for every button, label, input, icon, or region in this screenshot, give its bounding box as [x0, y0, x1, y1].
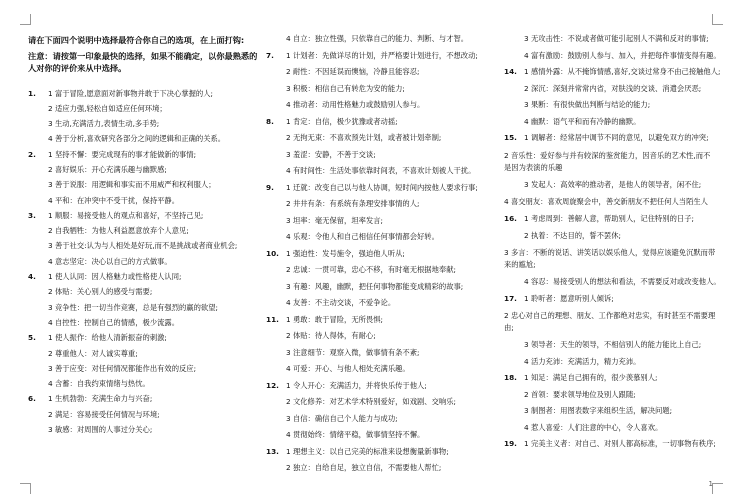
- option-text: 3 积极：相信自己有转危为安的能力;: [286, 83, 405, 93]
- question-block: [28, 89, 260, 144]
- option-text: 1 坚持不懈：要完成现有的事才能做新的事情;: [48, 149, 197, 159]
- question-continuation: [504, 196, 716, 208]
- question-continuation: [504, 180, 716, 190]
- option-line: [504, 423, 716, 433]
- option-line: [266, 414, 498, 424]
- option-line: [28, 196, 260, 205]
- option-line: [28, 89, 260, 98]
- option-line: [504, 439, 716, 449]
- option-line: [28, 180, 260, 189]
- option-line: [504, 180, 716, 190]
- question-number: 3.: [28, 210, 36, 220]
- column-1: [28, 34, 260, 440]
- option-line: [266, 463, 498, 473]
- question-number: 4.: [28, 272, 36, 282]
- option-text: 4 意志坚定：决心以自己的方式做事。: [48, 256, 172, 266]
- option-text: 1 考虑周到：善解人意，帮助别人，记住特别的日子;: [524, 214, 694, 223]
- option-text: 2 井井有条：有系统有条理安排事情的人;: [286, 199, 420, 208]
- option-line: [266, 397, 498, 407]
- option-text: 4 贯彻始终：情绪平稳，做事情坚持不懈。: [286, 430, 425, 439]
- option-line: [266, 315, 498, 325]
- option-line: [28, 165, 260, 174]
- option-text: 4 惹人喜爱：人们注意的中心，令人喜欢。: [524, 422, 663, 432]
- column-2: [266, 34, 498, 480]
- option-text: 3 无攻击性：不说或者做可能引起别人不满和反对的事情;: [524, 34, 709, 43]
- option-line: [28, 364, 260, 373]
- column-2-items: [266, 34, 498, 473]
- option-text: 4 乐观：令他人和自己相信任何事情都会好转。: [286, 232, 439, 241]
- question-block: [28, 211, 260, 266]
- question-number: 16.: [504, 214, 517, 223]
- option-line: [28, 425, 260, 434]
- option-line: [504, 100, 716, 110]
- question-continuation: [504, 340, 716, 366]
- option-line: [504, 390, 716, 400]
- option-text: 1 顺服：易接受他人的观点和喜好，不坚持己见;: [48, 210, 204, 220]
- option-line: [504, 406, 716, 416]
- question-number: 19.: [504, 439, 517, 448]
- option-text: 3 果断：有很快做出判断与结论的能力;: [524, 100, 651, 109]
- option-line: [28, 272, 260, 281]
- question-continuation: [504, 34, 721, 60]
- option-text: 2 首领：要求领导地位及别人跟随;: [524, 389, 636, 399]
- question-block: [504, 294, 716, 304]
- question-number: 12.: [266, 380, 279, 390]
- question-number: 10.: [266, 248, 279, 258]
- option-line: [28, 379, 260, 388]
- option-text: 2 体贴：关心别人的感受与需要;: [48, 287, 153, 297]
- option-line: [266, 249, 498, 259]
- option-line: [28, 394, 260, 403]
- option-text: 3 自信：确信自己个人能力与成功;: [286, 413, 398, 423]
- option-line: [266, 51, 498, 61]
- option-line: [28, 303, 260, 312]
- question-continuation: [266, 34, 498, 44]
- option-line: [266, 232, 498, 242]
- question-continuation: [504, 277, 721, 287]
- option-text: 1 肯定：自信，极少犹豫或者动摇;: [286, 116, 398, 126]
- option-text: 2 适应力强,轻松自如适应任何环境；: [48, 103, 167, 113]
- column-3: [504, 34, 721, 456]
- option-line: [266, 430, 498, 440]
- option-line: [504, 117, 716, 127]
- option-line: [504, 294, 716, 304]
- option-text: 2 耐性：不因延误而懊恼，冷静且能容忍;: [286, 67, 420, 76]
- option-text: 4 自立：独立性强，只依靠自己的能力、判断、与才智。: [286, 34, 469, 43]
- option-line: [266, 298, 498, 308]
- option-line: [28, 410, 260, 419]
- question-number: 14.: [504, 67, 517, 76]
- question-block: [266, 183, 498, 242]
- option-text: 3 多言：不断的说话、讲笑话以娱乐他人，觉得应该避免沉默而带来的尴尬;: [504, 248, 716, 269]
- option-text: 3 善于说服：用逻辑和事实而不用威严和权利服人；: [48, 180, 216, 190]
- option-line: [266, 447, 498, 457]
- option-text: 2 深沉：深刻并常常内省，对肤浅的交谈、消遣会厌恶;: [524, 83, 702, 93]
- question-block: [266, 315, 498, 374]
- option-text: 1 生机勃勃：充满生命力与兴奋;: [48, 394, 153, 404]
- option-text: 3 领导者：天生的领导，不相信别人的能力能比上自己;: [524, 340, 702, 349]
- question-continuation: [504, 150, 716, 174]
- option-text: 4 容忍：易接受别人的想法和看法，不需要反对或改变他人。: [524, 277, 721, 286]
- option-line: [504, 247, 716, 271]
- option-text: 2 文化修养：对艺术学术特别爱好，如戏剧、交响乐;: [286, 397, 456, 406]
- option-text: 1 感情外露：从不掩饰情感,喜好,交谈过常身不由己接触他人;: [524, 67, 721, 76]
- option-line: [504, 50, 721, 61]
- option-text: 3 有趣：风趣，幽默，把任何事物都能变成精彩的故事;: [286, 281, 464, 291]
- option-text: 1 知足：满足自己拥有的，很少羡慕别人;: [524, 373, 658, 382]
- question-block: [504, 439, 716, 449]
- option-line: [504, 277, 721, 287]
- option-line: [266, 199, 498, 209]
- question-number: 2.: [28, 149, 36, 159]
- option-text: 1 计划者：先做详尽的计划，并严格要计划进行，不想改动;: [286, 50, 478, 60]
- option-line: [266, 166, 498, 176]
- option-line: [266, 265, 498, 275]
- question-continuation: [504, 247, 716, 271]
- option-line: [266, 67, 498, 77]
- option-text: 4 善于分析,喜欢研究各部分之间的逻辑和正确的关系。: [48, 134, 226, 144]
- crop-mark-bottom-right: [712, 483, 723, 494]
- option-text: 4 自控性：控制自己的情感，极少流露。: [48, 317, 180, 327]
- option-text: 1 理想主义：以自己完美的标准来设想衡量新事物;: [286, 446, 449, 456]
- option-line: [28, 257, 260, 266]
- option-text: 3 注意细节：观察入微，做事情有条不紊;: [286, 347, 420, 357]
- option-text: 3 善于应变：对任何情况都能作出有效的反应;: [48, 363, 197, 373]
- option-text: 2 尊重他人：对人诚实尊重;: [48, 348, 138, 358]
- option-line: [504, 357, 716, 367]
- question-block: [28, 333, 260, 388]
- option-line: [504, 133, 716, 143]
- question-number: 11.: [266, 314, 279, 324]
- question-number: 7.: [266, 50, 274, 60]
- option-text: 2 执着：不达目的，誓不罢休;: [524, 230, 621, 240]
- question-block: [504, 373, 716, 432]
- option-line: [266, 150, 498, 160]
- option-text: 2 忠心对自己的理想、朋友、工作都绝对忠实，有时甚至不需要理由;: [504, 311, 716, 332]
- option-line: [266, 183, 498, 193]
- option-text: 4 活力充沛：充满活力，精力充沛。: [524, 356, 641, 366]
- question-number: 6.: [28, 394, 36, 404]
- option-line: [504, 231, 716, 241]
- option-line: [266, 84, 498, 94]
- option-line: [28, 134, 260, 143]
- option-line: [28, 349, 260, 358]
- option-text: 1 强迫性：发号施令，强迫他人听从;: [286, 248, 405, 258]
- option-text: 4 友善：不主动交谈，不爱争论。: [286, 298, 396, 307]
- option-line: [266, 364, 498, 374]
- option-text: 2 音乐性：爱好参与并有较深的鉴赏能力，因音乐的艺术性,而不是因为表演的乐趣: [504, 150, 711, 172]
- option-text: 1 聆听者：愿意听别人倾诉;: [524, 293, 614, 303]
- option-line: [504, 214, 716, 224]
- question-block: [28, 150, 260, 205]
- column-1-items: [28, 89, 260, 435]
- option-line: [266, 216, 498, 226]
- option-text: 2 体贴：待人得体，有耐心;: [286, 331, 376, 340]
- option-text: 1 使人振作：给他人清新振奋的刺激;: [48, 333, 167, 343]
- question-number: 9.: [266, 182, 274, 192]
- option-text: 2 忠诚：一贯可靠，忠心不移，有时毫无根据地奉献;: [286, 265, 456, 274]
- option-line: [504, 150, 716, 174]
- option-text: 1 富于冒险,愿意面对新事物并敢于下决心掌握的人;: [48, 88, 213, 98]
- option-line: [504, 196, 716, 208]
- option-line: [28, 318, 260, 327]
- question-block: [504, 133, 716, 143]
- option-text: 1 完美主义者：对自己、对别人都高标准，一切事物有秩序;: [524, 439, 716, 448]
- question-number: 1.: [28, 88, 36, 98]
- option-text: 4 含蓄：自我约束情绪与热忱。: [48, 379, 150, 389]
- question-number: 5.: [28, 333, 36, 343]
- option-text: 3 制图者：用图表数字来组织生活，解决问题;: [524, 406, 673, 415]
- option-line: [266, 381, 498, 391]
- option-text: 4 平和：在冲突中不受干扰，保持平静。: [48, 195, 180, 205]
- question-block: [266, 381, 498, 440]
- option-text: 1 勇敢：敢于冒险，无所畏惧;: [286, 314, 383, 324]
- option-text: 2 自我牺牲：为他人利益愿意放弃个人意见;: [48, 226, 189, 236]
- option-text: 3 善于社交:认为与人相处是好玩,而不是挑战或者商业机会;: [48, 241, 238, 251]
- option-line: [266, 133, 498, 143]
- option-text: 4 有时间性：生活处事依靠时间表，不喜欢计划被人干扰。: [286, 166, 476, 175]
- option-text: 1 令人开心：充满活力，并将快乐传于他人;: [286, 380, 427, 390]
- option-line: [28, 150, 260, 159]
- option-text: 4 喜交朋友：喜欢周旋聚会中，善交新朋友不把任何人当陌生人: [504, 197, 708, 206]
- option-line: [28, 104, 260, 113]
- option-line: [28, 333, 260, 342]
- option-text: 3 发起人：高效率的推动者，是他人的领导者，闲不住;: [524, 179, 702, 189]
- question-number: 13.: [266, 446, 279, 456]
- question-block: [266, 117, 498, 176]
- option-text: 3 羞涩：安静，不善于交谈;: [286, 149, 376, 159]
- question-block: [266, 249, 498, 308]
- question-number: 18.: [504, 373, 517, 382]
- option-text: 1 调解者：经常居中调节不同的意见，以避免双方的冲突;: [524, 133, 709, 142]
- instruction-line: 请在下面四个说明中选择最符合你自己的选项，在上面打钩:: [28, 35, 245, 45]
- option-line: [504, 34, 716, 44]
- option-text: 1 使人认同：因人格魅力或性格使人认同;: [48, 272, 182, 282]
- question-block: [504, 214, 716, 240]
- option-text: 4 推动者：动用性格魅力或鼓励别人参与。: [286, 100, 425, 109]
- option-text: 3 生动,充满活力,表情生动,多手势;: [48, 119, 160, 129]
- question-number: 15.: [504, 133, 517, 142]
- option-line: [504, 310, 716, 334]
- option-line: [28, 226, 260, 235]
- option-line: [28, 287, 260, 296]
- option-line: [28, 119, 260, 128]
- page-number: 1: [708, 480, 713, 488]
- option-line: [28, 241, 260, 250]
- option-line: [28, 211, 260, 220]
- option-line: [266, 100, 498, 110]
- question-number: 8.: [266, 116, 274, 126]
- option-text: 2 无拘无束：不喜欢预先计划，或者被计划牵制;: [286, 133, 442, 142]
- option-text: 2 喜好娱乐：开心充满乐趣与幽默感;: [48, 164, 167, 174]
- crop-mark-top-right: [712, 14, 723, 25]
- column-3-items: [504, 34, 721, 449]
- option-text: 3 坦率：毫无保留，坦率发言;: [286, 215, 383, 225]
- question-continuation: [504, 310, 716, 334]
- question-block: [28, 272, 260, 327]
- option-text: 4 可爱：开心、与他人相处充满乐趣。: [286, 364, 410, 373]
- question-block: [266, 447, 498, 473]
- question-block: [266, 51, 498, 110]
- option-line: [504, 67, 721, 77]
- note-line: 注意：请按第一印象最快的选择，如果不能确定，以你最熟悉的人对你的评价来从中选择。: [28, 50, 258, 73]
- option-text: 1 迁就：改变自己以与他人协调，短时间内按他人要求行事;: [286, 182, 478, 192]
- option-line: [504, 340, 716, 350]
- option-line: [504, 84, 716, 94]
- option-text: 4 富有激励：鼓励别人参与、加入，并把每件事情变得有趣。: [524, 50, 721, 60]
- option-line: [266, 348, 498, 358]
- option-line: [266, 117, 498, 127]
- question-block: [28, 394, 260, 434]
- option-line: [266, 331, 498, 341]
- option-line: [266, 282, 498, 292]
- option-text: 4 幽默：语气平和而有冷静的幽默。: [524, 116, 641, 126]
- option-line: [504, 373, 716, 383]
- crop-mark-top-left: [20, 14, 31, 25]
- question-block: [504, 67, 721, 126]
- option-text: 3 竞争性：把一切当作竞赛，总是有强烈的赢的欲望;: [48, 302, 218, 312]
- crop-mark-bottom-left: [20, 483, 31, 494]
- option-text: 2 满足：容易接受任何情况与环境;: [48, 409, 160, 419]
- option-text: 3 敏感：对周围的人事过分关心;: [48, 425, 153, 435]
- option-text: 2 独立：自给自足，独立自信，不需要他人帮忙;: [286, 463, 442, 472]
- option-line: [266, 34, 498, 44]
- question-number: 17.: [504, 293, 517, 303]
